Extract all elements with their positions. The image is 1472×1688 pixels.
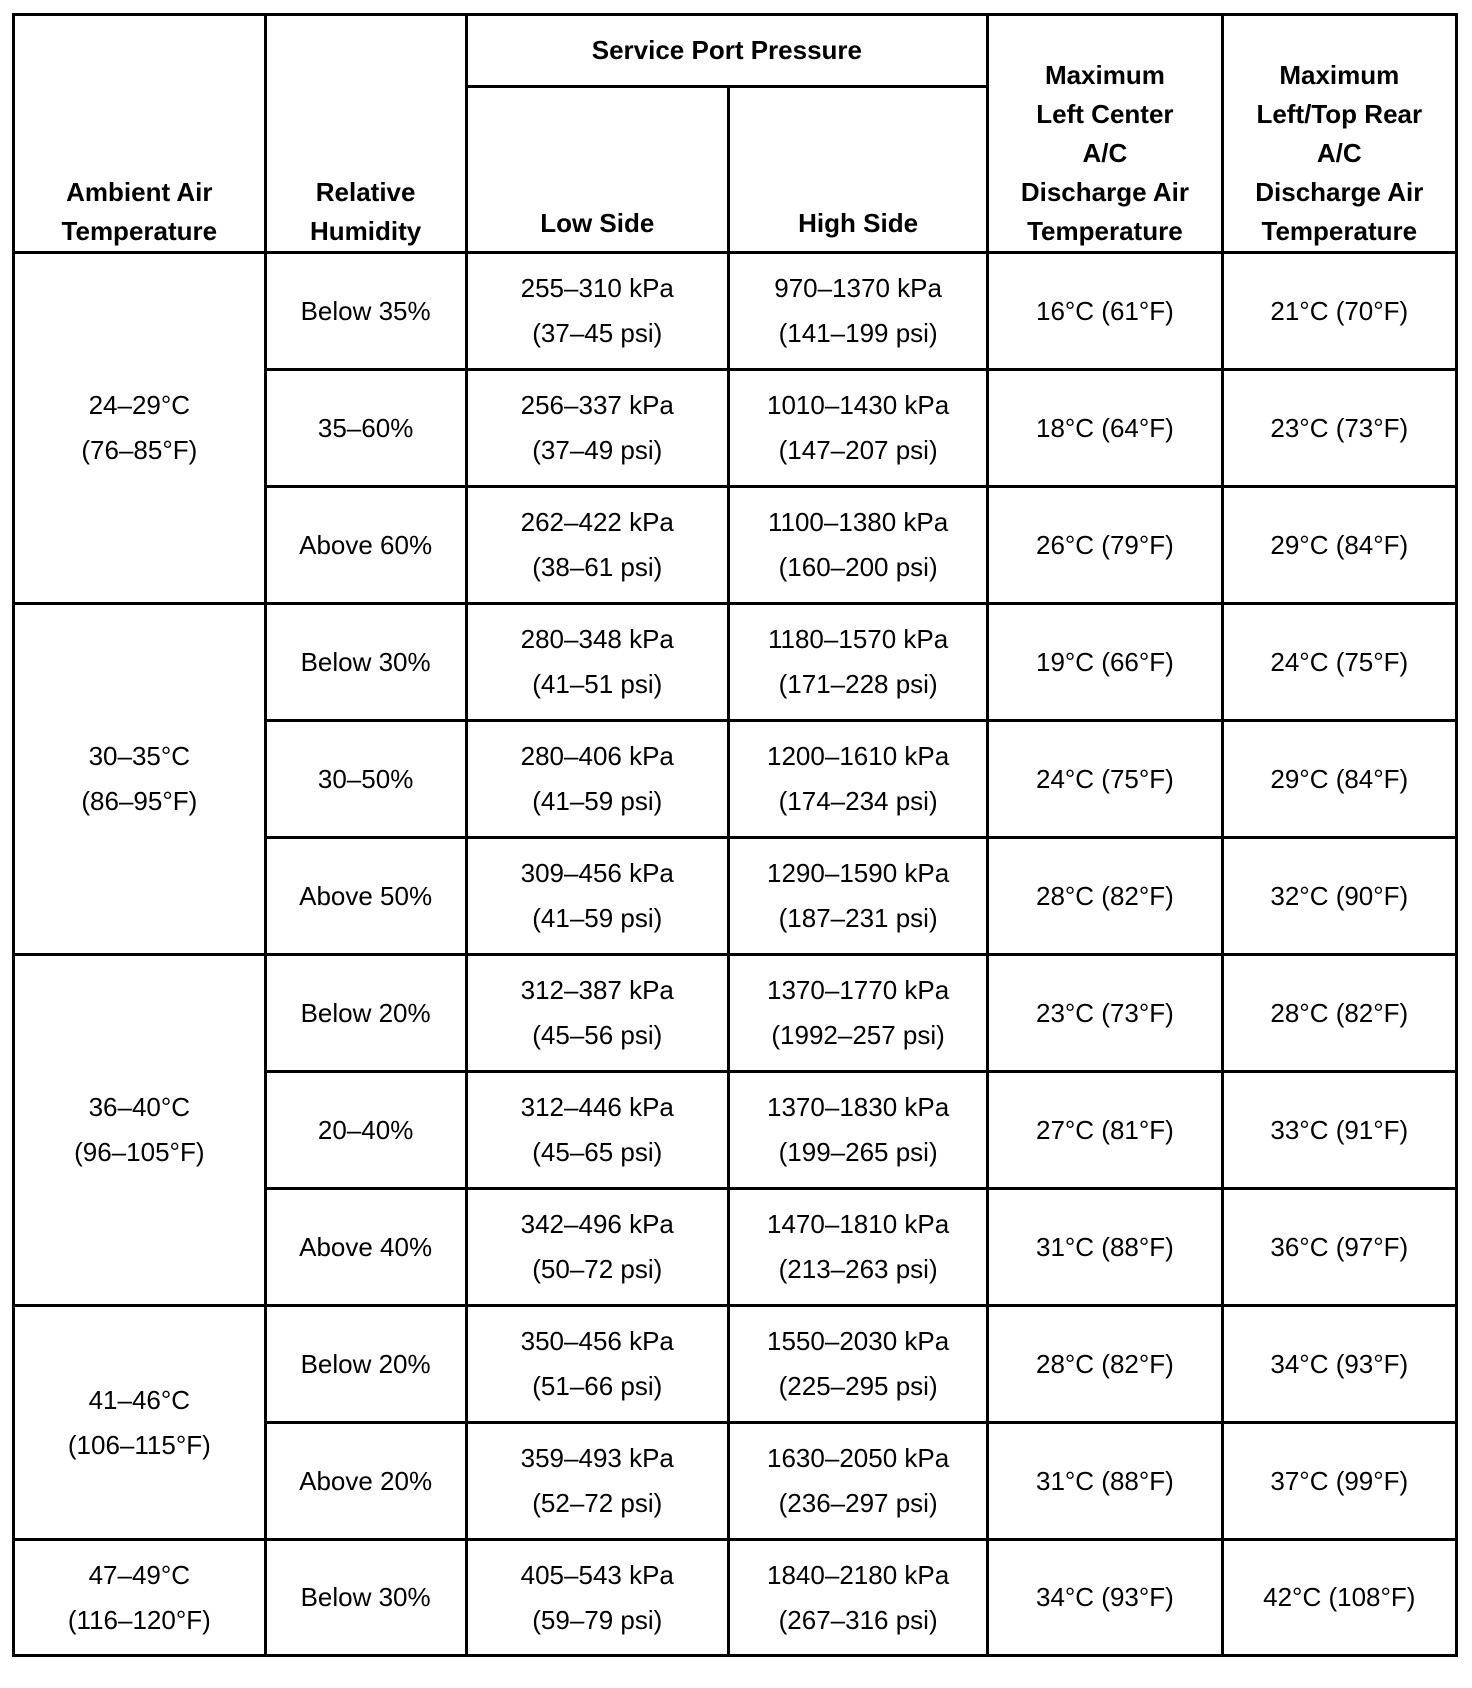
ambient-temp-f: (116–120°F)	[67, 1604, 211, 1635]
high-side-kpa: 1180–1570 kPa	[767, 624, 949, 654]
center-discharge-cell: 31°C (88°F)	[988, 1189, 1222, 1306]
low-side-cell	[466, 1189, 728, 1306]
rear-discharge-cell: 33°C (91°F)	[1222, 1072, 1456, 1189]
low-side-cell	[466, 1306, 728, 1423]
low-side-cell	[466, 721, 728, 838]
high-side-psi: (141–199 psi)	[778, 318, 938, 348]
humidity-cell: Above 50%	[265, 838, 466, 955]
high-side-psi: (147–207 psi)	[778, 435, 938, 465]
header-line: A/C	[1316, 138, 1362, 168]
low-side-cell	[466, 370, 728, 487]
high-side-cell	[729, 1306, 988, 1423]
high-side-kpa: 1010–1430 kPa	[767, 390, 950, 420]
table-row	[14, 955, 1457, 1072]
low-side-cell	[466, 604, 728, 721]
ambient-temp-c: 24–29°C	[88, 390, 191, 420]
low-side-psi: (41–59 psi)	[532, 903, 663, 933]
low-side-kpa: 405–543 kPa	[520, 1559, 674, 1590]
center-discharge-cell: 27°C (81°F)	[988, 1072, 1222, 1189]
header-high-side: High Side	[729, 87, 988, 253]
header-line: Left/Top Rear	[1256, 99, 1423, 129]
rear-discharge-cell: 36°C (97°F)	[1222, 1189, 1456, 1306]
header-rear-discharge-temp	[1222, 15, 1456, 253]
high-side-cell	[729, 370, 988, 487]
header-ambient-air-temperature	[14, 15, 266, 253]
rear-discharge-cell: 29°C (84°F)	[1222, 487, 1456, 604]
low-side-psi: (59–79 psi)	[532, 1604, 663, 1635]
high-side-cell	[729, 253, 988, 370]
table-row	[14, 1540, 1457, 1656]
high-side-psi: (267–316 psi)	[778, 1604, 938, 1635]
low-side-psi: (51–66 psi)	[532, 1371, 663, 1401]
low-side-psi: (41–51 psi)	[532, 669, 663, 699]
high-side-cell	[729, 955, 988, 1072]
ambient-temp-cell	[14, 604, 266, 955]
ambient-temp-f: (96–105°F)	[74, 1137, 205, 1167]
low-side-cell	[466, 955, 728, 1072]
center-discharge-cell: 19°C (66°F)	[988, 604, 1222, 721]
table-row	[14, 604, 1457, 721]
ambient-temp-c: 47–49°C	[88, 1559, 191, 1590]
humidity-cell: Below 35%	[265, 253, 466, 370]
header-line: Relative	[315, 177, 416, 207]
low-side-cell	[466, 487, 728, 604]
header-line: Temperature	[1261, 216, 1418, 246]
humidity-cell: Below 30%	[265, 604, 466, 721]
ambient-temp-cell	[14, 955, 266, 1306]
center-discharge-cell: 28°C (82°F)	[988, 1306, 1222, 1423]
header-line: Ambient Air	[66, 177, 213, 207]
low-side-psi: (45–56 psi)	[532, 1020, 663, 1050]
ambient-temp-c: 30–35°C	[88, 741, 191, 771]
header-left-center-discharge-temp	[988, 15, 1222, 253]
low-side-psi: (37–45 psi)	[532, 318, 663, 348]
ambient-temp-cell	[14, 1540, 266, 1656]
high-side-kpa: 1370–1770 kPa	[767, 975, 950, 1005]
header-line: A/C	[1082, 138, 1128, 168]
header-line: Discharge Air	[1020, 177, 1189, 207]
ambient-temp-f: (76–85°F)	[81, 435, 198, 465]
humidity-cell: Below 30%	[265, 1540, 466, 1656]
header-line: Maximum	[1279, 60, 1400, 90]
high-side-cell	[729, 721, 988, 838]
header-line: Maximum	[1044, 60, 1165, 90]
center-discharge-cell: 23°C (73°F)	[988, 955, 1222, 1072]
ambient-temp-c: 36–40°C	[88, 1092, 191, 1122]
humidity-cell: 30–50%	[265, 721, 466, 838]
high-side-kpa: 1290–1590 kPa	[767, 858, 950, 888]
low-side-psi: (41–59 psi)	[532, 786, 663, 816]
center-discharge-cell: 26°C (79°F)	[988, 487, 1222, 604]
center-discharge-cell: 18°C (64°F)	[988, 370, 1222, 487]
high-side-cell	[729, 604, 988, 721]
low-side-psi: (50–72 psi)	[532, 1254, 663, 1284]
high-side-psi: (225–295 psi)	[778, 1371, 938, 1401]
ambient-temp-f: (106–115°F)	[67, 1429, 211, 1460]
high-side-kpa: 1470–1810 kPa	[767, 1209, 950, 1239]
rear-discharge-cell: 34°C (93°F)	[1222, 1306, 1456, 1423]
rear-discharge-cell: 42°C (108°F)	[1222, 1540, 1456, 1656]
high-side-cell	[729, 1423, 988, 1540]
humidity-cell: Above 20%	[265, 1423, 466, 1540]
center-discharge-cell: 28°C (82°F)	[988, 838, 1222, 955]
low-side-cell	[466, 1423, 728, 1540]
high-side-cell	[729, 1540, 988, 1656]
ambient-temp-cell	[14, 253, 266, 604]
high-side-psi: (199–265 psi)	[778, 1137, 938, 1167]
low-side-kpa: 280–406 kPa	[520, 741, 674, 771]
high-side-psi: (187–231 psi)	[778, 903, 938, 933]
low-side-kpa: 312–387 kPa	[520, 975, 674, 1005]
low-side-kpa: 262–422 kPa	[520, 507, 674, 537]
header-service-port-pressure: Service Port Pressure	[466, 15, 988, 87]
rear-discharge-cell: 28°C (82°F)	[1222, 955, 1456, 1072]
high-side-kpa: 1550–2030 kPa	[767, 1326, 950, 1356]
high-side-kpa: 970–1370 kPa	[774, 273, 942, 303]
high-side-kpa: 1370–1830 kPa	[767, 1092, 950, 1122]
high-side-psi: (160–200 psi)	[778, 552, 938, 582]
high-side-cell	[729, 1072, 988, 1189]
rear-discharge-cell: 32°C (90°F)	[1222, 838, 1456, 955]
high-side-cell	[729, 1189, 988, 1306]
low-side-psi: (45–65 psi)	[532, 1137, 663, 1167]
low-side-cell	[466, 1072, 728, 1189]
rear-discharge-cell: 24°C (75°F)	[1222, 604, 1456, 721]
header-line: Temperature	[1027, 216, 1183, 246]
humidity-cell: Above 60%	[265, 487, 466, 604]
header-row-top	[14, 15, 1457, 87]
ambient-temp-cell	[14, 1306, 266, 1540]
low-side-kpa: 312–446 kPa	[520, 1092, 674, 1122]
header-relative-humidity	[265, 15, 466, 253]
low-side-cell	[466, 838, 728, 955]
center-discharge-cell: 31°C (88°F)	[988, 1423, 1222, 1540]
high-side-psi: (171–228 psi)	[778, 669, 938, 699]
rear-discharge-cell: 37°C (99°F)	[1222, 1423, 1456, 1540]
ambient-temp-c: 41–46°C	[88, 1384, 191, 1415]
high-side-cell	[729, 838, 988, 955]
humidity-cell: Below 20%	[265, 955, 466, 1072]
low-side-kpa: 309–456 kPa	[520, 858, 674, 888]
humidity-cell: 20–40%	[265, 1072, 466, 1189]
humidity-cell: 35–60%	[265, 370, 466, 487]
high-side-kpa: 1630–2050 kPa	[767, 1443, 950, 1473]
header-low-side: Low Side	[466, 87, 728, 253]
table-row	[14, 1306, 1457, 1423]
low-side-cell	[466, 1540, 728, 1656]
low-side-psi: (37–49 psi)	[532, 435, 663, 465]
rear-discharge-cell: 29°C (84°F)	[1222, 721, 1456, 838]
high-side-kpa: 1840–2180 kPa	[767, 1559, 950, 1590]
ambient-temp-f: (86–95°F)	[81, 786, 198, 816]
low-side-kpa: 256–337 kPa	[520, 390, 674, 420]
high-side-psi: (1992–257 psi)	[771, 1020, 945, 1050]
low-side-psi: (38–61 psi)	[532, 552, 663, 582]
rear-discharge-cell: 23°C (73°F)	[1222, 370, 1456, 487]
header-line: Discharge Air	[1255, 177, 1424, 207]
high-side-psi: (174–234 psi)	[778, 786, 938, 816]
humidity-cell: Below 20%	[265, 1306, 466, 1423]
center-discharge-cell: 34°C (93°F)	[988, 1540, 1222, 1656]
high-side-psi: (213–263 psi)	[778, 1254, 938, 1284]
table-row	[14, 253, 1457, 370]
low-side-psi: (52–72 psi)	[532, 1488, 663, 1518]
low-side-cell	[466, 253, 728, 370]
high-side-cell	[729, 487, 988, 604]
low-side-kpa: 255–310 kPa	[520, 273, 674, 303]
rear-discharge-cell: 21°C (70°F)	[1222, 253, 1456, 370]
center-discharge-cell: 16°C (61°F)	[988, 253, 1222, 370]
low-side-kpa: 359–493 kPa	[520, 1443, 674, 1473]
low-side-kpa: 350–456 kPa	[520, 1326, 674, 1356]
humidity-cell: Above 40%	[265, 1189, 466, 1306]
ac-performance-table	[12, 13, 1458, 1657]
high-side-psi: (236–297 psi)	[778, 1488, 938, 1518]
high-side-kpa: 1100–1380 kPa	[767, 507, 949, 537]
low-side-kpa: 280–348 kPa	[520, 624, 674, 654]
header-line: Left Center	[1036, 99, 1174, 129]
header-line: Temperature	[61, 216, 218, 246]
header-line: Humidity	[309, 216, 422, 246]
center-discharge-cell: 24°C (75°F)	[988, 721, 1222, 838]
high-side-kpa: 1200–1610 kPa	[767, 741, 950, 771]
low-side-kpa: 342–496 kPa	[520, 1209, 674, 1239]
